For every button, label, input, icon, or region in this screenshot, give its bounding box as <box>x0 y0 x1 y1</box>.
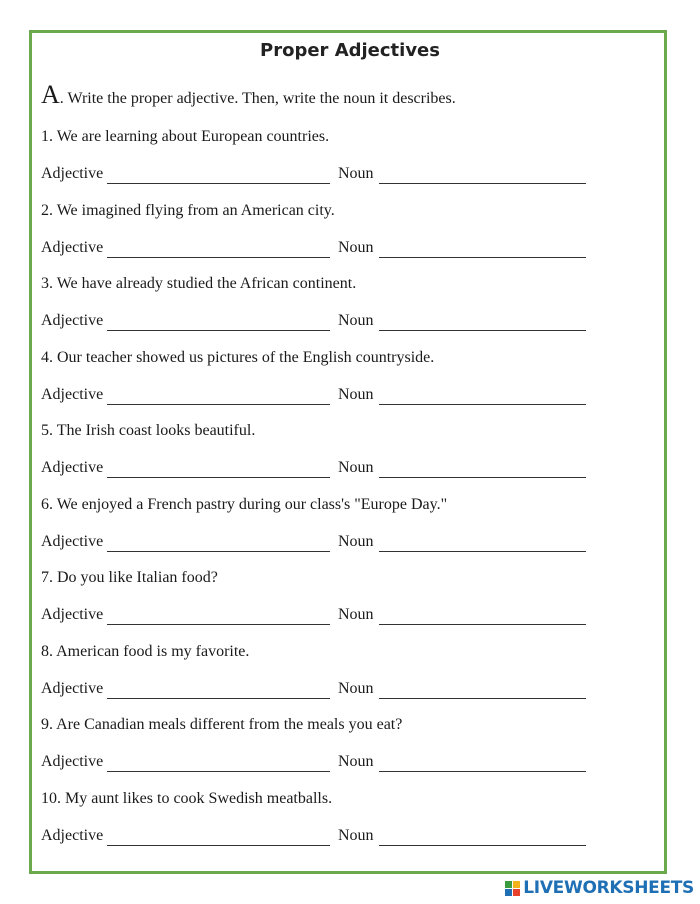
answer-row <box>41 827 641 847</box>
liveworksheets-logo-icon <box>505 881 520 896</box>
question-item <box>41 202 641 272</box>
noun-label: Noun <box>338 312 374 329</box>
question-sentence: 2. We imagined flying from an American city. <box>41 202 335 219</box>
instructions <box>41 82 456 108</box>
noun-label: Noun <box>338 239 374 256</box>
question-item <box>41 643 641 713</box>
adjective-field[interactable] <box>107 240 330 258</box>
adjective-label: Adjective <box>41 680 104 697</box>
question-sentence: 5. The Irish coast looks beautiful. <box>41 422 256 439</box>
question-item <box>41 349 641 419</box>
adjective-field[interactable] <box>107 607 330 625</box>
answer-row <box>41 386 641 406</box>
question-sentence: 9. Are Canadian meals different from the meals you eat? <box>41 716 403 733</box>
question-item <box>41 422 641 492</box>
question-item <box>41 128 641 198</box>
question-sentence: 8. American food is my favorite. <box>41 643 250 660</box>
adjective-label: Adjective <box>41 606 104 623</box>
noun-field[interactable] <box>379 534 586 552</box>
adjective-field[interactable] <box>107 534 330 552</box>
answer-row <box>41 312 641 332</box>
noun-label: Noun <box>338 680 374 697</box>
answer-row <box>41 680 641 700</box>
adjective-label: Adjective <box>41 753 104 770</box>
noun-field[interactable] <box>379 607 586 625</box>
adjective-field[interactable] <box>107 166 330 184</box>
answer-row <box>41 459 641 479</box>
answer-row <box>41 239 641 259</box>
noun-field[interactable] <box>379 828 586 846</box>
adjective-label: Adjective <box>41 827 104 844</box>
noun-field[interactable] <box>379 681 586 699</box>
answer-row <box>41 533 641 553</box>
page-title: Proper Adjectives <box>260 40 440 61</box>
question-item <box>41 790 641 860</box>
noun-label: Noun <box>338 459 374 476</box>
noun-field[interactable] <box>379 754 586 772</box>
question-sentence: 1. We are learning about European countries. <box>41 128 330 145</box>
question-item <box>41 275 641 345</box>
brand-name: LIVEWORKSHEETS <box>523 878 694 898</box>
noun-label: Noun <box>338 827 374 844</box>
question-sentence: 3. We have already studied the African continent. <box>41 275 357 292</box>
instruction-text: . Write the proper adjective. Then, write the noun it describes. <box>59 90 456 107</box>
question-sentence: 4. Our teacher showed us pictures of the English countryside. <box>41 349 435 366</box>
adjective-label: Adjective <box>41 239 104 256</box>
noun-label: Noun <box>338 165 374 182</box>
adjective-field[interactable] <box>107 828 330 846</box>
adjective-field[interactable] <box>107 387 330 405</box>
noun-field[interactable] <box>379 166 586 184</box>
adjective-field[interactable] <box>107 681 330 699</box>
noun-label: Noun <box>338 753 374 770</box>
noun-field[interactable] <box>379 460 586 478</box>
adjective-label: Adjective <box>41 386 104 403</box>
answer-row <box>41 165 641 185</box>
liveworksheets-brand <box>505 878 694 898</box>
adjective-field[interactable] <box>107 754 330 772</box>
noun-label: Noun <box>338 606 374 623</box>
noun-field[interactable] <box>379 387 586 405</box>
question-item <box>41 569 641 639</box>
adjective-field[interactable] <box>107 313 330 331</box>
noun-label: Noun <box>338 533 374 550</box>
adjective-label: Adjective <box>41 312 104 329</box>
instruction-letter: A <box>41 80 60 109</box>
noun-field[interactable] <box>379 240 586 258</box>
noun-label: Noun <box>338 386 374 403</box>
question-sentence: 10. My aunt likes to cook Swedish meatballs. <box>41 790 333 807</box>
question-item <box>41 496 641 566</box>
question-item <box>41 716 641 786</box>
adjective-label: Adjective <box>41 165 104 182</box>
answer-row <box>41 606 641 626</box>
adjective-label: Adjective <box>41 533 104 550</box>
question-sentence: 6. We enjoyed a French pastry during our class's "Europe Day." <box>41 496 448 513</box>
noun-field[interactable] <box>379 313 586 331</box>
answer-row <box>41 753 641 773</box>
adjective-field[interactable] <box>107 460 330 478</box>
adjective-label: Adjective <box>41 459 104 476</box>
question-sentence: 7. Do you like Italian food? <box>41 569 218 586</box>
